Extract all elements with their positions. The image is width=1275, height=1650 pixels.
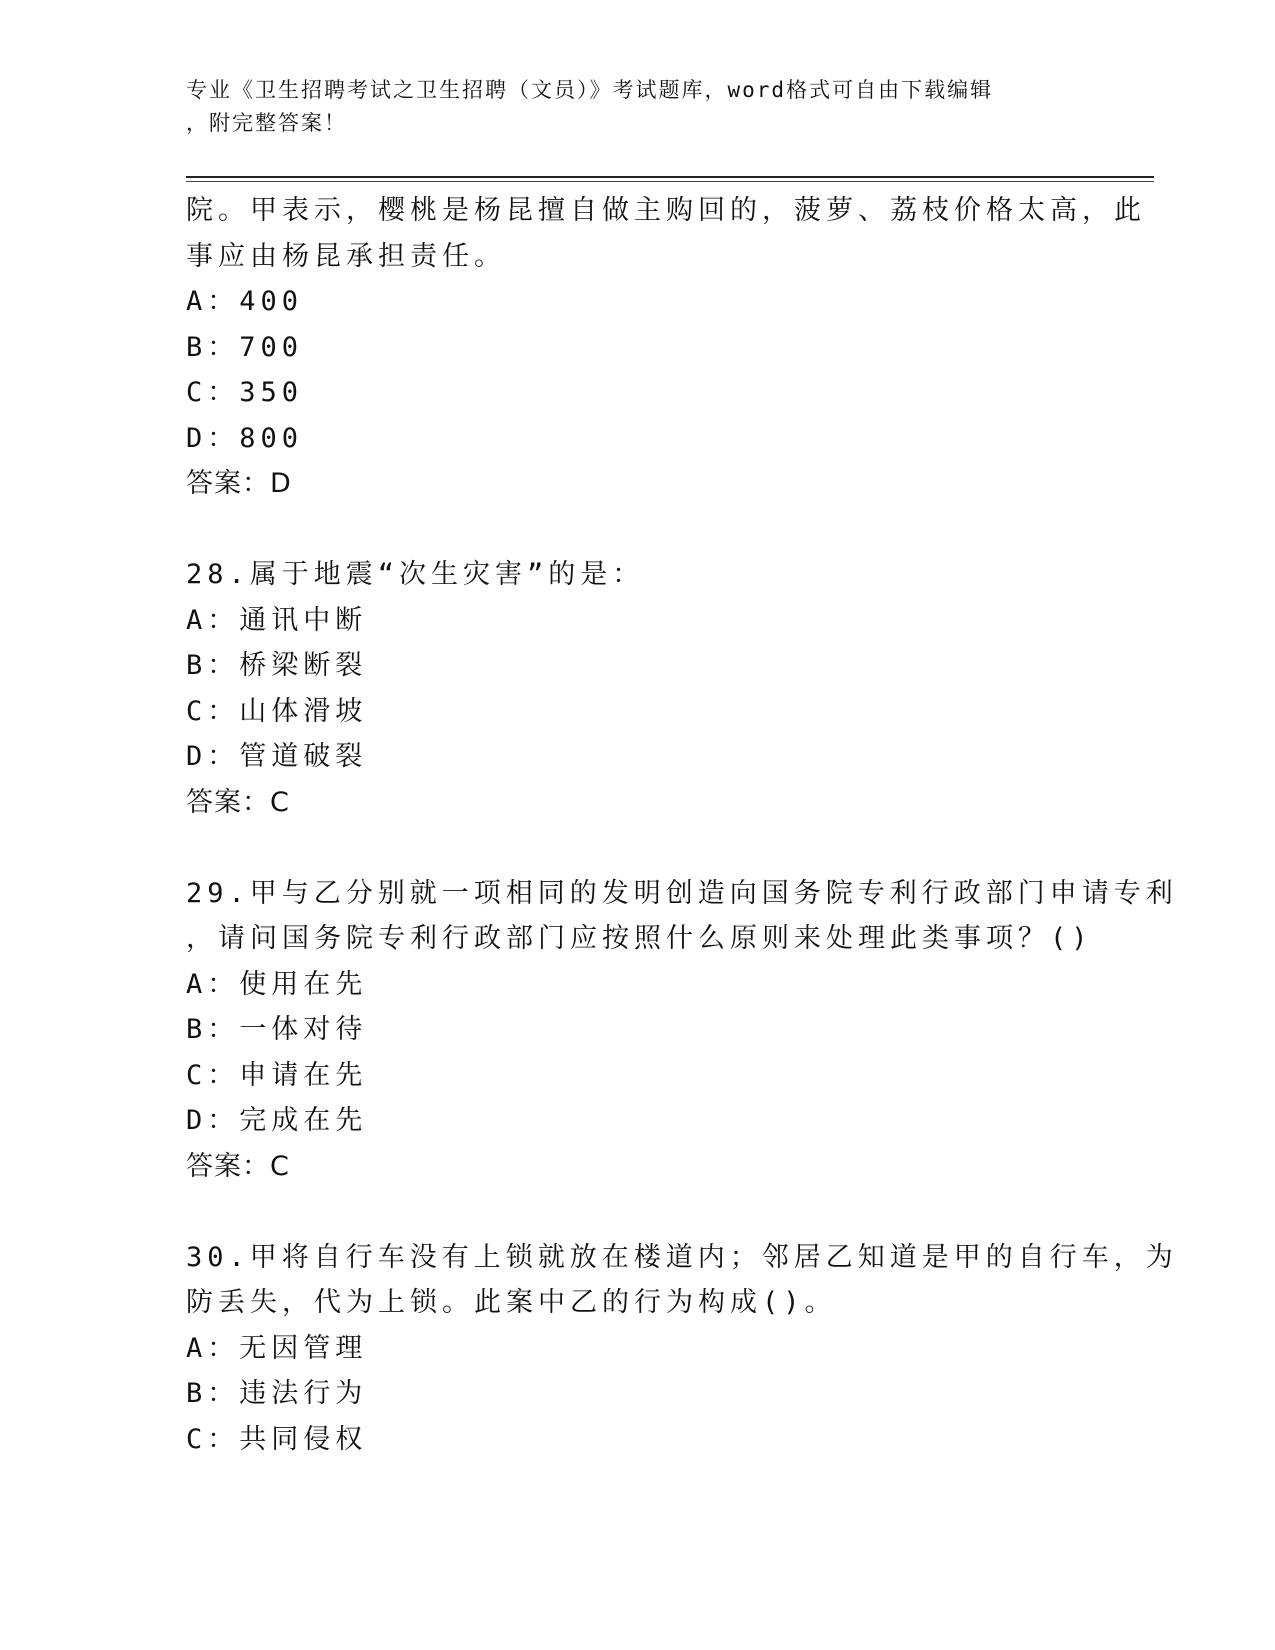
- answer: 答案：C: [186, 1150, 290, 1182]
- option-c: C：共同侵权: [186, 1423, 368, 1455]
- option-b: B：一体对待: [186, 1014, 368, 1045]
- question-text-line: ，请问国务院专利行政部门应按照什么原则来处理此类事项？(): [186, 923, 1093, 954]
- question-text-line: 院。甲表示，樱桃是杨昆擅自做主购回的，菠萝、荔枝价格太高，此: [186, 195, 1146, 226]
- question-text-line: 防丢失，代为上锁。此案中乙的行为构成()。: [186, 1287, 837, 1318]
- header-divider-thin: [186, 181, 1154, 182]
- option-d: D：800: [186, 422, 304, 454]
- answer: 答案：C: [186, 786, 290, 818]
- question-text-line: 事应由杨昆承担责任。: [186, 240, 506, 272]
- question-29: [186, 871, 1178, 1190]
- spacer: [186, 825, 1086, 871]
- question-list: [186, 188, 1178, 1462]
- option-a: A：使用在先: [186, 968, 368, 1000]
- question-30: [186, 1235, 1178, 1463]
- option-d: D：管道破裂: [186, 741, 368, 772]
- option-b: B：桥梁断裂: [186, 650, 368, 681]
- option-b: B：违法行为: [186, 1378, 368, 1409]
- document-header: [186, 74, 1066, 140]
- option-c: C：山体滑坡: [186, 695, 368, 727]
- header-line-1: 专业《卫生招聘考试之卫生招聘（文员）》考试题库，word格式可自由下载编辑: [186, 78, 994, 102]
- question-text-line: 28.属于地震“次生灾害”的是：: [186, 559, 645, 590]
- option-c: C：350: [186, 377, 304, 408]
- option-c: C：申请在先: [186, 1059, 368, 1091]
- header-line-2: ，附完整答案！: [186, 111, 347, 135]
- option-a: A：通讯中断: [186, 604, 368, 636]
- option-d: D：完成在先: [186, 1105, 368, 1136]
- question-text-line: 30.甲将自行车没有上锁就放在楼道内；邻居乙知道是甲的自行车，为: [186, 1241, 1178, 1273]
- option-b: B：700: [186, 331, 304, 363]
- spacer: [186, 1189, 1086, 1235]
- question-27: [186, 188, 1146, 507]
- option-a: A：无因管理: [186, 1332, 368, 1364]
- header-divider-thick: [186, 176, 1154, 178]
- question-text-line: 29.甲与乙分别就一项相同的发明创造向国务院专利行政部门申请专利: [186, 877, 1178, 909]
- spacer: [186, 507, 1086, 553]
- option-a: A：400: [186, 286, 304, 317]
- answer: 答案：D: [186, 468, 292, 499]
- question-28: [186, 552, 1086, 825]
